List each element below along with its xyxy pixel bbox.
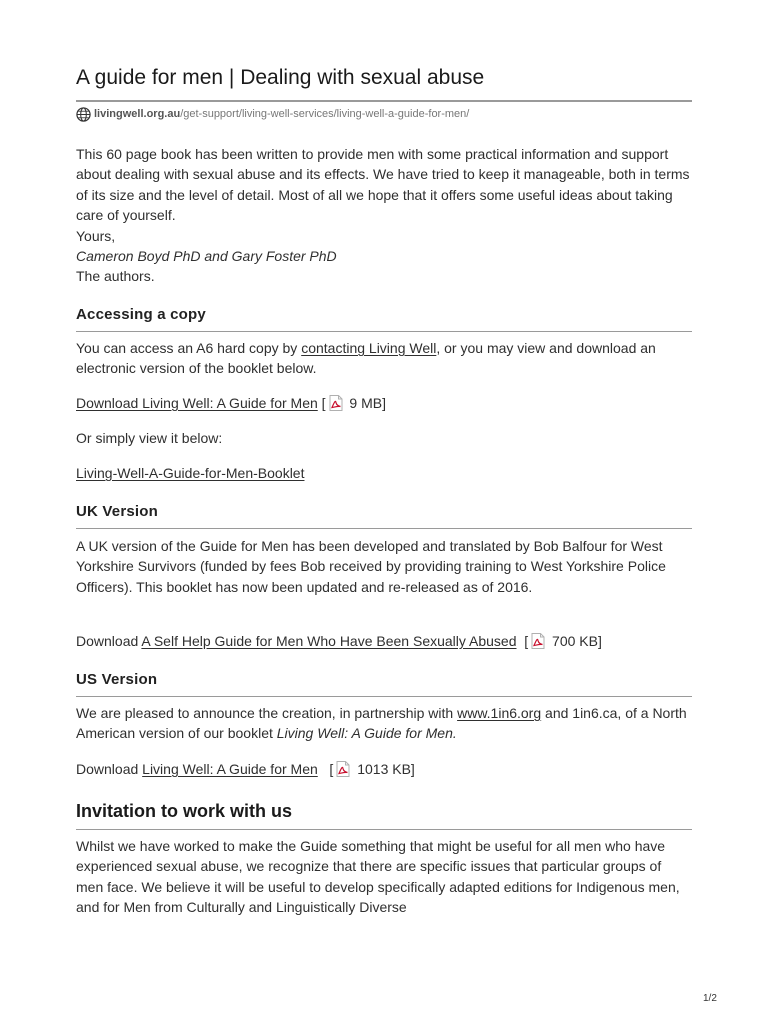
us-paragraph: [76, 703, 692, 744]
accessing-paragraph: [76, 338, 692, 379]
us-text-middle: and 1in6.ca, of a North American version of our booklet: [76, 705, 687, 742]
pdf-icon: [329, 395, 343, 411]
divider-invitation: [76, 829, 692, 830]
heading-invitation: Invitation to work with us: [76, 801, 292, 821]
pdf-icon: [336, 761, 350, 777]
source-url[interactable]: [76, 106, 469, 122]
heading-uk-version: UK Version: [76, 503, 159, 520]
divider-us: [76, 696, 692, 697]
uk-download-prefix: Download: [76, 633, 142, 649]
divider-uk: [76, 528, 692, 529]
accessing-text-before: You can access an A6 hard copy by: [76, 340, 302, 356]
intro-authors: The authors.: [76, 268, 155, 284]
pdf-icon: [531, 633, 545, 649]
globe-icon: [76, 107, 91, 122]
uk-download-size: 700 KB]: [548, 633, 602, 649]
booklet-link[interactable]: Living-Well-A-Guide-for-Men-Booklet: [76, 465, 305, 481]
source-path: /get-support/living-well-services/living-well-a-guide-for-men/: [180, 108, 470, 120]
us-text-before: We are pleased to announce the creation, in partnership with: [76, 705, 458, 721]
heading-us-version: US Version: [76, 671, 158, 688]
uk-download-row: [76, 631, 602, 651]
contact-living-well-link[interactable]: contacting Living Well: [301, 340, 437, 356]
view-text: Or simply view it below:: [76, 430, 223, 446]
us-download-size: 1013 KB]: [353, 761, 415, 777]
accessing-text-after: , or you may view and download an electronic version of the booklet below.: [76, 340, 656, 377]
invitation-paragraph: Whilst we have worked to make the Guide something that might be useful for all men who have experienced sexual abuse, we recognize that there are specific issues that particular groups of men face. We believe it will be useful to develop specifically adapted editions for Indigenous men, and for Men from Culturally and Linguistically Diverse: [76, 838, 680, 916]
title-divider: [76, 100, 692, 102]
us-download-row: [76, 759, 415, 779]
download-guide-size: 9 MB]: [345, 395, 387, 411]
uk-paragraph: A UK version of the Guide for Men has been developed and translated by Bob Balfour for West Yorkshire Survivors (funded by fees Bob received by providing training to West Yorkshire Police Officers). This booklet has now been updated and re-released as of 2016.: [76, 538, 666, 595]
uk-download-link[interactable]: A Self Help Guide for Men Who Have Been Sexually Abused: [141, 633, 517, 649]
us-download-prefix: Download: [76, 761, 143, 777]
download-guide-bracket: [: [317, 395, 326, 411]
divider-accessing: [76, 331, 692, 332]
booklet-row: [76, 463, 304, 483]
us-download-bracket: [: [317, 761, 334, 777]
source-domain: livingwell.org.au: [94, 108, 181, 120]
1in6-link[interactable]: www.1in6.org: [457, 705, 542, 721]
download-guide-row: [76, 393, 386, 413]
us-download-link[interactable]: Living Well: A Guide for Men: [142, 761, 318, 777]
page-title: A guide for men | Dealing with sexual abuse: [76, 66, 485, 89]
intro-paragraph: This 60 page book has been written to provide men with some practical information and support about dealing with sexual abuse and its effects. We have tried to keep it manageable, both in terms of its size and the level of detail. Most of all we hope that it offers some useful ideas about taking care of yourself.: [76, 146, 690, 224]
download-guide-link[interactable]: Download Living Well: A Guide for Men: [76, 395, 318, 411]
intro-signature: Cameron Boyd PhD and Gary Foster PhD: [76, 248, 337, 264]
page-number: 1/2: [703, 993, 717, 1004]
intro-yours: Yours,: [76, 228, 116, 244]
uk-download-bracket: [: [516, 633, 529, 649]
us-booklet-title: Living Well: A Guide for Men.: [276, 725, 457, 742]
heading-accessing: Accessing a copy: [76, 306, 206, 323]
